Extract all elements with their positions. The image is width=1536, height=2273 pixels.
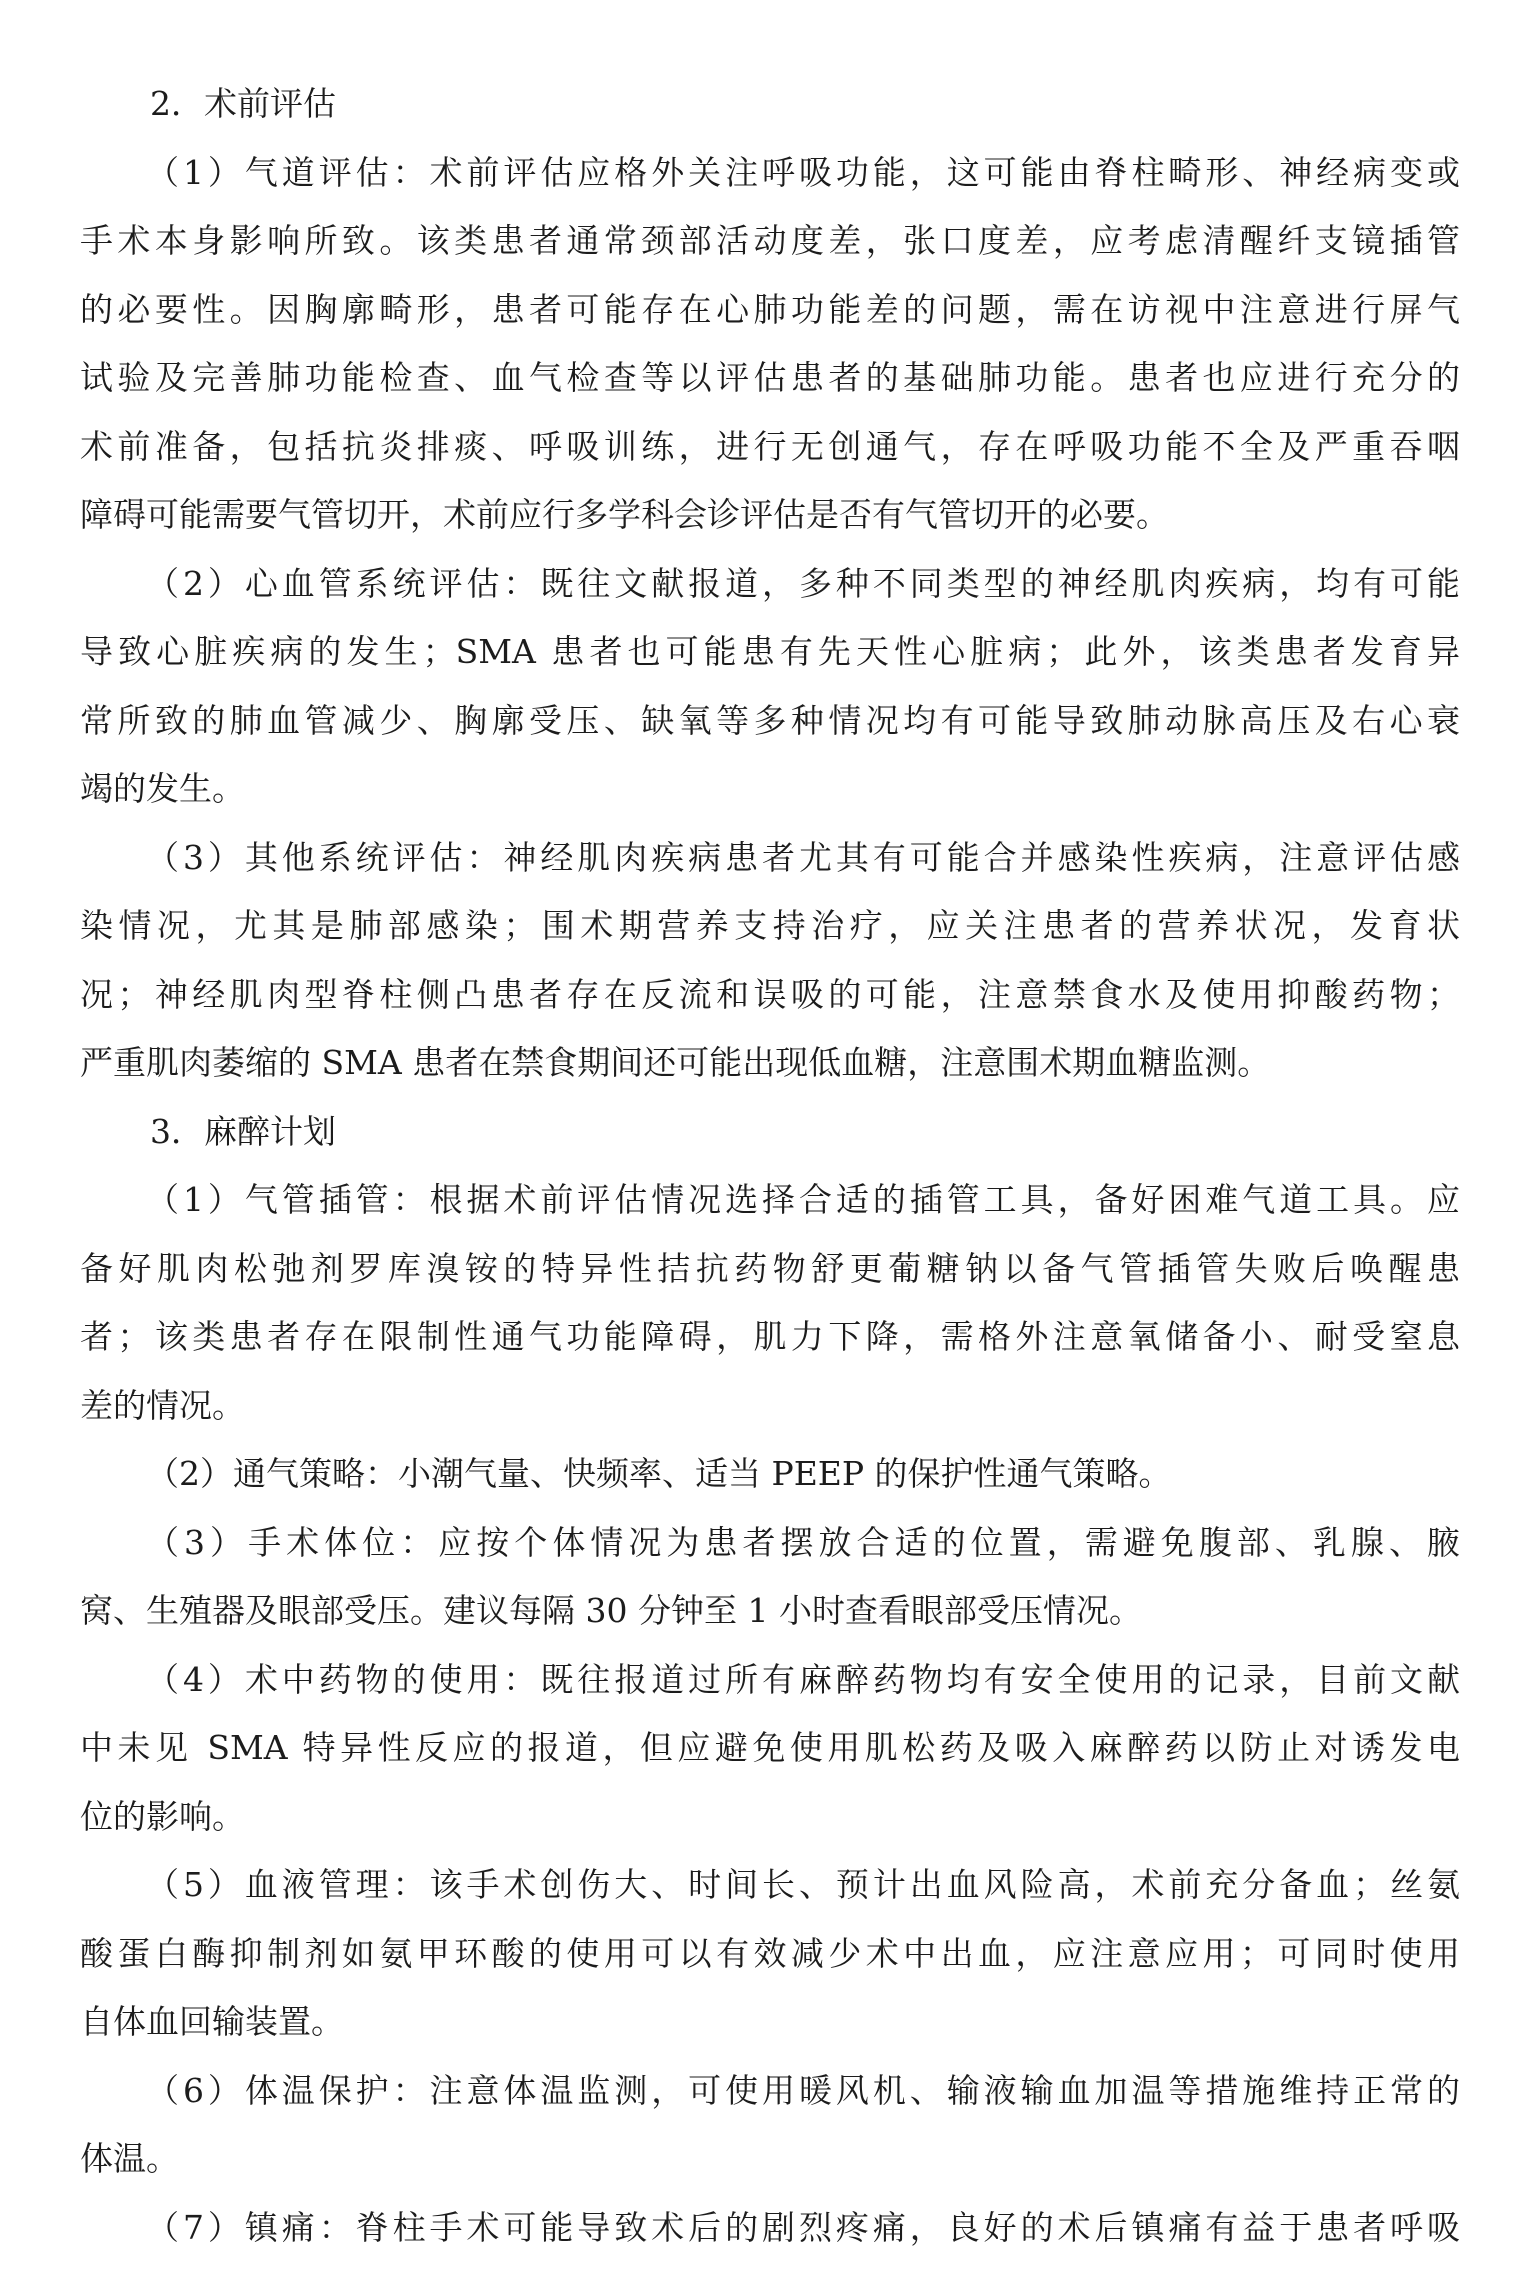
paragraph [80,550,1460,824]
text-line: 试验及完善肺功能检查、血气检查等以评估患者的基础肺功能。患者也应进行充分的 [80,358,1460,397]
paragraph [80,1166,1460,1440]
text-line: 中未见 SMA 特异性反应的报道，但应避免使用肌松药及吸入麻醉药以防止对诱发电 [80,1728,1460,1767]
paragraph [80,2057,1460,2194]
text-line: 备好肌肉松弛剂罗库溴铵的特异性拮抗药物舒更葡糖钠以备气管插管失败后唤醒患 [80,1248,1460,1288]
text-line: （2）通气策略：小潮气量、快频率、适当 PEEP 的保护性通气策略。 [146,1454,1172,1493]
section-heading: 3．麻醉计划 [150,1111,336,1151]
text-line: 手术本身影响所致。该类患者通常颈部活动度差，张口度差，应考虑清醒纤支镜插管 [80,221,1460,260]
text-line: 竭的发生。 [80,769,245,808]
text-line: 严重肌肉萎缩的 SMA 患者在禁食期间还可能出现低血糖，注意围术期血糖监测。 [80,1043,1271,1082]
text-line: （3）其他系统评估：神经肌肉疾病患者尤其有可能合并感染性疾病，注意评估感 [146,837,1460,877]
paragraph [80,1509,1460,1646]
paragraph [80,1851,1460,2057]
text-line: 障碍可能需要气管切开，术前应行多学科会诊评估是否有气管切开的必要。 [80,495,1169,534]
text-line: 体温。 [80,2139,179,2178]
text-line: （6）体温保护：注意体温监测，可使用暖风机、输液输血加温等措施维持正常的 [146,2070,1460,2110]
text-line: （2）心血管系统评估：既往文献报道，多种不同类型的神经肌肉疾病，均有可能 [146,563,1460,603]
text-line: （7）镇痛：脊柱手术可能导致术后的剧烈疼痛，良好的术后镇痛有益于患者呼吸 [146,2207,1460,2247]
text-line: （5）血液管理：该手术创伤大、时间长、预计出血风险高，术前充分备血；丝氨 [146,1865,1460,1904]
section-heading: 2．术前评估 [150,84,336,123]
paragraph [80,1646,1460,1852]
text-line: 况；神经肌肉型脊柱侧凸患者存在反流和误吸的可能，注意禁食水及使用抑酸药物； [80,974,1460,1014]
paragraph [80,1440,1460,1509]
text-line: 术前准备，包括抗炎排痰、呼吸训练，进行无创通气，存在呼吸功能不全及严重吞咽 [80,426,1460,466]
text-line: 酸蛋白酶抑制剂如氨甲环酸的使用可以有效减少术中出血，应注意应用；可同时使用 [80,1933,1460,1973]
text-line: 自体血回输装置。 [80,2002,344,2041]
text-line: 染情况，尤其是肺部感染；围术期营养支持治疗，应关注患者的营养状况，发育状 [80,906,1460,945]
text-line: 窝、生殖器及眼部受压。建议每隔 30 分钟至 1 小时查看眼部受压情况。 [80,1591,1142,1630]
text-line: 者；该类患者存在限制性通气功能障碍，肌力下降，需格外注意氧储备小、耐受窒息 [80,1317,1460,1356]
text-line: 导致心脏疾病的发生；SMA 患者也可能患有先天性心脏病；此外，该类患者发育异 [80,632,1460,671]
text-line: 的必要性。因胸廓畸形，患者可能存在心肺功能差的问题，需在访视中注意进行屏气 [80,289,1460,329]
paragraph [80,139,1460,550]
text-line: （4）术中药物的使用：既往报道过所有麻醉药物均有安全使用的记录，目前文献 [146,1659,1460,1699]
paragraph [80,2194,1460,2263]
text-line: 位的影响。 [80,1796,245,1836]
document-body [80,70,1460,2262]
text-line: 差的情况。 [80,1385,245,1425]
text-line: （3）手术体位：应按个体情况为患者摆放合适的位置，需避免腹部、乳腺、腋 [146,1522,1460,1562]
paragraph [80,824,1460,1098]
text-line: （1）气管插管：根据术前评估情况选择合适的插管工具，备好困难气道工具。应 [146,1180,1460,1219]
text-line: （1）气道评估：术前评估应格外关注呼吸功能，这可能由脊柱畸形、神经病变或 [146,152,1460,192]
text-line: 常所致的肺血管减少、胸廓受压、缺氧等多种情况均有可能导致肺动脉高压及右心衰 [80,700,1460,740]
